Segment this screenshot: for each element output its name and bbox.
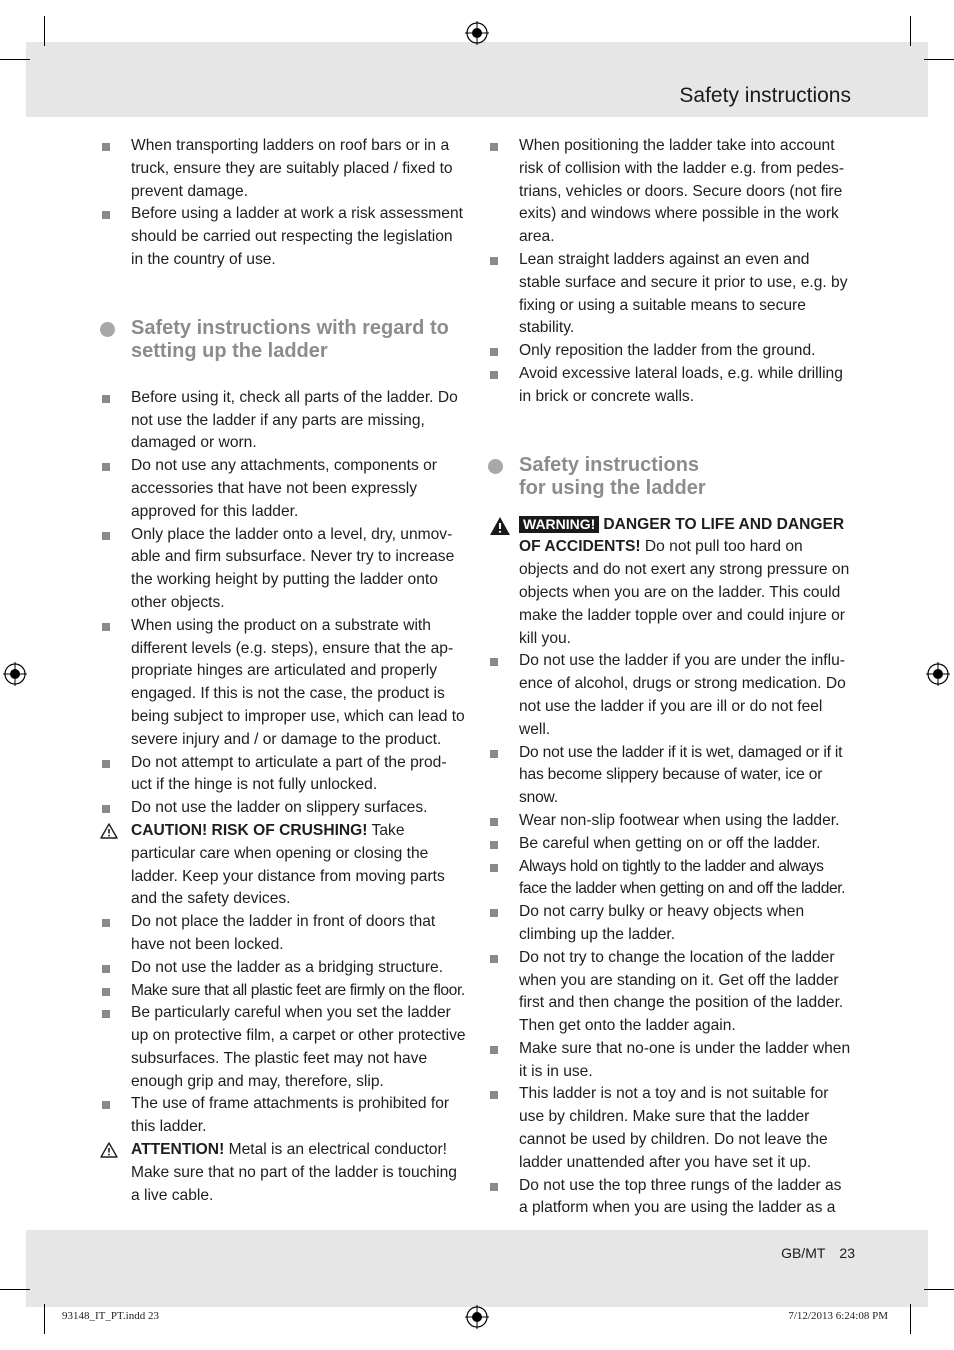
bullet-icon — [490, 955, 498, 963]
language-code: GB/MT — [781, 1245, 826, 1261]
crop-mark — [924, 59, 954, 60]
crop-mark — [44, 1304, 45, 1334]
slug-file: 93148_IT_PT.indd 23 — [62, 1310, 159, 1322]
registration-mark-icon — [465, 1305, 489, 1329]
bullet-icon — [102, 1010, 110, 1018]
bullet-icon — [490, 1046, 498, 1054]
bullet-icon — [490, 750, 498, 758]
bullet-icon — [490, 841, 498, 849]
section-heading: Safety instructions with regard to setting up the ladder — [100, 317, 466, 363]
list-item: Be careful when getting on or off the ladder. — [488, 833, 854, 856]
list-item: Always hold on tightly to the ladder and always face the ladder when getting on and off the ladder. — [488, 856, 854, 902]
section-heading: Safety instructions for using the ladder — [488, 454, 854, 500]
crop-mark — [0, 59, 30, 60]
list-item: Do not use the ladder as a bridging structure. — [100, 957, 466, 980]
bullet-icon — [102, 988, 110, 996]
list-item: Make sure that all plastic feet are firmly on the floor. — [100, 980, 466, 1003]
list-item: Before using it, check all parts of the ladder. Do not use the ladder if any parts are missing, damaged or worn. — [100, 387, 466, 455]
list-item: Before using a ladder at work a risk assessment should be carried out respecting the legislation in the country of use. — [100, 203, 466, 271]
crop-mark — [910, 1304, 911, 1334]
list-item: Do not use the ladder if it is wet, damaged or if it has become slippery because of water, ice or snow. — [488, 742, 854, 810]
crop-mark — [924, 1289, 954, 1290]
list-item: Do not use the ladder if you are under the influ-ence of alcohol, drugs or strong medication. Do not use the ladder if you are ill or do not feel well. — [488, 650, 854, 741]
list-item: Make sure that no-one is under the ladder when it is in use. — [488, 1038, 854, 1084]
registration-mark-icon — [465, 21, 489, 45]
list-item: The use of frame attachments is prohibited for this ladder. — [100, 1093, 466, 1139]
warning-triangle-icon — [100, 1142, 118, 1158]
list-item: Only place the ladder onto a level, dry, unmov-able and firm subsurface. Never try to increase the working height by putting the ladder onto other objects. — [100, 524, 466, 615]
bullet-icon — [102, 965, 110, 973]
warning-badge: WARNING! — [519, 516, 599, 533]
bullet-icon — [490, 143, 498, 151]
heading-dot-icon — [488, 459, 503, 474]
registration-mark-icon — [3, 662, 27, 686]
attention-notice: ATTENTION! Metal is an electrical conductor! Make sure that no part of the ladder is touching a live cable. — [100, 1139, 466, 1207]
caution-notice: CAUTION! RISK OF CRUSHING! Take particular care when opening or closing the ladder. Keep your distance from moving parts and the safety devices. — [100, 820, 466, 911]
bullet-icon — [102, 211, 110, 219]
warning-notice: WARNING! DANGER TO LIFE AND DANGER OF ACCIDENTS! Do not pull too hard on objects and do not exert any strong pressure on objects when you are on the ladder. This could make the ladder topple over and could injure or kill you. — [488, 514, 854, 651]
bullet-icon — [102, 919, 110, 927]
list-item: Do not use any attachments, components or accessories that have not been expressly approved for this ladder. — [100, 455, 466, 523]
list-item: Be particularly careful when you set the ladder up on protective film, a carpet or other protective subsurfaces. The plastic feet may not have enough grip and may, therefore, slip. — [100, 1002, 466, 1093]
list-item: When using the product on a substrate with different levels (e.g. steps), ensure that the ap-propriate hinges are articulated and properly engaged. If this is not the case, the product is being subject to improper use, which can lead to severe injury and / or damage to the product. — [100, 615, 466, 752]
crop-mark — [910, 16, 911, 46]
list-item: Do not carry bulky or heavy objects when climbing up the ladder. — [488, 901, 854, 947]
bullet-icon — [102, 805, 110, 813]
list-item: Avoid excessive lateral loads, e.g. while drilling in brick or concrete walls. — [488, 363, 854, 409]
bullet-icon — [102, 395, 110, 403]
bullet-icon — [490, 658, 498, 666]
bullet-icon — [490, 1183, 498, 1191]
bullet-icon — [490, 864, 498, 872]
list-item: Lean straight ladders against an even and stable surface and secure it prior to use, e.g. by fixing or using a suitable means to secure stability. — [488, 249, 854, 340]
bullet-icon — [490, 1091, 498, 1099]
list-item: When transporting ladders on roof bars or in a truck, ensure they are suitably placed / fixed to prevent damage. — [100, 135, 466, 203]
list-item: Wear non-slip footwear when using the ladder. — [488, 810, 854, 833]
bullet-icon — [102, 143, 110, 151]
footer-band — [26, 1230, 928, 1307]
list-item: Do not try to change the location of the ladder when you are standing on it. Get off the ladder first and then change the position of the ladder. Then get onto the ladder again. — [488, 947, 854, 1038]
bullet-icon — [102, 760, 110, 768]
bullet-icon — [490, 818, 498, 826]
crop-mark — [44, 16, 45, 46]
list-item: Only reposition the ladder from the ground. — [488, 340, 854, 363]
list-item: When positioning the ladder take into account risk of collision with the ladder e.g. from pedes-trians, vehicles or doors. Secure doors (not fire exits) and windows where possible in the work area. — [488, 135, 854, 249]
list-item: This ladder is not a toy and is not suitable for use by children. Make sure that the ladder cannot be used by children. Do not leave the ladder unattended after you have set it up. — [488, 1083, 854, 1174]
right-column — [488, 135, 854, 1220]
heading-dot-icon — [100, 322, 115, 337]
slug-date: 7/12/2013 6:24:08 PM — [788, 1310, 888, 1322]
bullet-icon — [102, 532, 110, 540]
page-number — [767, 1245, 855, 1261]
bullet-icon — [102, 623, 110, 631]
bullet-icon — [102, 463, 110, 471]
bullet-icon — [490, 371, 498, 379]
bullet-icon — [490, 909, 498, 917]
page-title: Safety instructions — [679, 84, 851, 107]
left-column — [100, 135, 466, 1207]
registration-mark-icon — [926, 662, 950, 686]
list-item: Do not attempt to articulate a part of the prod-uct if the hinge is not fully unlocked. — [100, 752, 466, 798]
list-item: Do not place the ladder in front of doors that have not been locked. — [100, 911, 466, 957]
page-num: 23 — [839, 1245, 855, 1261]
warning-triangle-icon — [100, 823, 118, 839]
list-item: Do not use the top three rungs of the ladder as a platform when you are using the ladder as a — [488, 1175, 854, 1221]
bullet-icon — [102, 1101, 110, 1109]
warning-triangle-filled-icon — [489, 516, 511, 536]
bullet-icon — [490, 348, 498, 356]
bullet-icon — [490, 257, 498, 265]
crop-mark — [0, 1289, 30, 1290]
list-item: Do not use the ladder on slippery surfaces. — [100, 797, 466, 820]
